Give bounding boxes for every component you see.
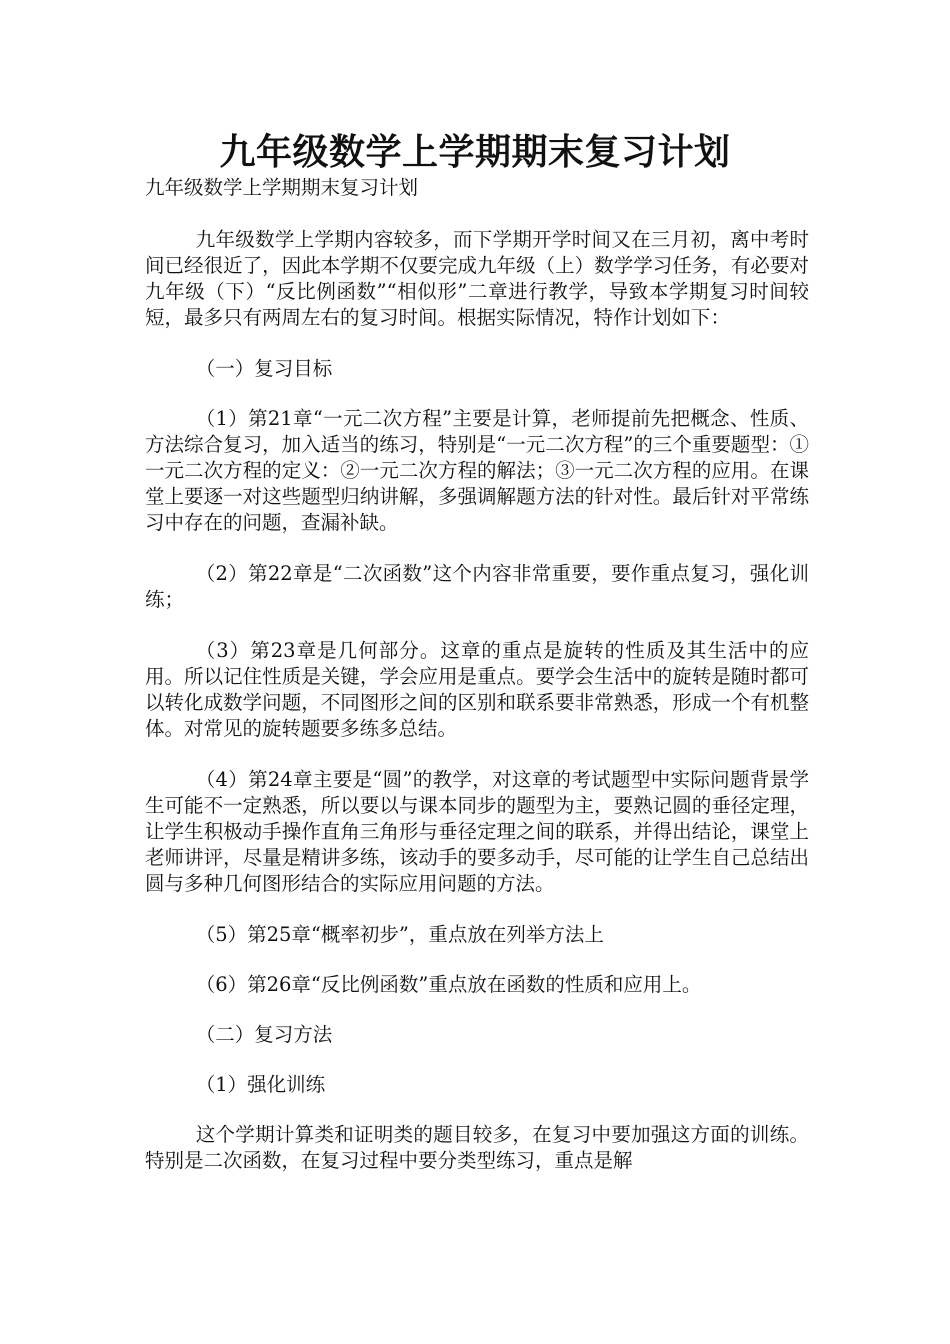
method-item-1-paragraph: 这个学期计算类和证明类的题目较多，在复习中要加强这方面的训练。特别是二次函数，在复习过程中要分类型练习，重点是解 xyxy=(145,1123,809,1172)
goal-item-1: （1）第21章“一元二次方程”主要是计算，老师提前先把概念、性质、方法综合复习，加入适当的练习，特别是“一元二次方程”的三个重要题型：①一元二次方程的定义：②一元二次方程的解法；③一元二次方程的应用。在课堂上要逐一对这些题型归纳讲解，多强调解题方法的针对性。最后针对平常练习中存在的问题，查漏补缺。 xyxy=(145,407,809,534)
intro-paragraph: 九年级数学上学期内容较多，而下学期开学时间又在三月初，离中考时间已经很近了，因此本学期不仅要完成九年级（上）数学学习任务，有必要对九年级（下）“反比例函数”“相似形”二章进行教学，导致本学期复习时间较短，最多只有两周左右的复习时间。根据实际情况，特作计划如下： xyxy=(145,228,809,329)
document-body xyxy=(145,175,809,1199)
document-title: 九年级数学上学期期末复习计划 xyxy=(219,131,731,173)
goal-item-3: （3）第23章是几何部分。这章的重点是旋转的性质及其生活中的应用。所以记住性质是关键，学会应用是重点。要学会生活中的旋转是随时都可以转化成数学问题，不同图形之间的区别和联系要非常熟悉，形成一个有机整体。对常见的旋转题要多练多总结。 xyxy=(145,639,809,740)
goal-item-5: （5）第25章“概率初步”，重点放在列举方法上 xyxy=(195,923,604,946)
section-heading-review-goals: （一）复习目标 xyxy=(195,357,333,380)
goal-item-2: （2）第22章是“二次函数”这个内容非常重要，要作重点复习，强化训练； xyxy=(145,562,809,611)
document-subtitle: 九年级数学上学期期末复习计划 xyxy=(145,176,419,199)
section-heading-review-methods: （二）复习方法 xyxy=(195,1023,333,1046)
goal-item-6: （6）第26章“反比例函数”重点放在函数的性质和应用上。 xyxy=(195,973,702,996)
goal-item-4: （4）第24章主要是“圆”的教学，对这章的考试题型中实际问题背景学生可能不一定熟悉，所以要以与课本同步的题型为主，要熟记圆的垂径定理，让学生积极动手操作直角三角形与垂径定理之间的联系，并得出结论，课堂上老师讲评，尽量是精讲多练，该动手的要多动手，尽可能的让学生自己总结出圆与多种几何图形结合的实际应用问题的方法。 xyxy=(145,768,809,895)
method-item-1-heading: （1）强化训练 xyxy=(195,1073,326,1096)
